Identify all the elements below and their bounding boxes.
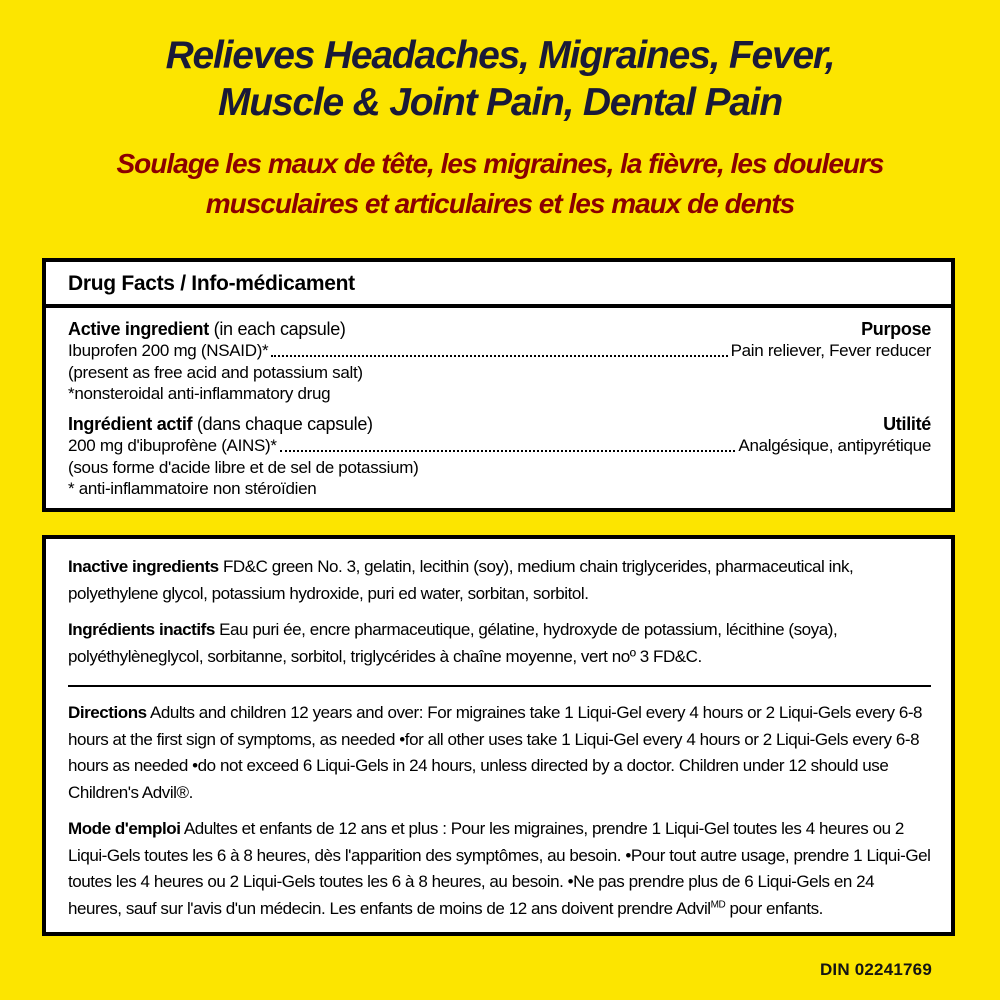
inactive-ingredients-fr bbox=[68, 617, 931, 670]
headline-english-line1: Relieves Headaches, Migraines, Fever, bbox=[165, 34, 835, 77]
ingredient-actif-qualifier: (dans chaque capsule) bbox=[192, 414, 373, 434]
dotted-leader bbox=[271, 355, 727, 357]
mode-demploi-text: Adultes et enfants de 12 ans et plus : Pour les migraines, prendre 1 Liqui-Gel toutes les 4 heures ou 2 Liqui-Gels toutes les 6 à 8 heures, dès l'apparition des symptômes, au besoin. •Pour tout autre usage, prendre 1 Liqui-Gel toutes les 4 heures ou 2 Liqui-Gels toutes les 6 à 8 heures, au besoin. •Ne pas prendre plus de 6 Liqui-Gels en 24 heures, sauf sur l'avis d'un médecin. Les enfants de moins de 12 ans doivent prendre Advil bbox=[68, 819, 931, 918]
french-ingredient-group bbox=[68, 413, 931, 499]
ingredient-name-fr: 200 mg d'ibuprofène (AINS)* bbox=[68, 436, 277, 455]
headline-english-line2: Muscle & Joint Pain, Dental Pain bbox=[217, 81, 783, 124]
mode-demploi-tail: pour enfants. bbox=[725, 898, 823, 918]
directions-fr bbox=[68, 816, 931, 922]
ingredient-note2-fr: * anti-inflammatoire non stéroïdien bbox=[68, 479, 317, 498]
active-ingredient-row bbox=[68, 340, 931, 362]
ingredient-note1-en: (present as free acid and potassium salt) bbox=[68, 363, 363, 382]
ingredient-actif-label: Ingrédient actif bbox=[68, 414, 193, 434]
mode-demploi-label: Mode d'emploi bbox=[68, 819, 181, 838]
purpose-value-fr: Analgésique, antipyrétique bbox=[738, 436, 931, 455]
ingredient-note2-en: *nonsteroidal anti-inflammatory drug bbox=[68, 384, 331, 403]
directions-text: Adults and children 12 years and over: For migraines take 1 Liqui-Gel every 4 hours or 2 Liqui-Gels every 6-8 hours at the first sign of symptoms, as needed •for all other uses take 1 Liqui-Gel every 4 hours or 2 Liqui-Gels every 6-8 hours as needed •do not exceed 6 Liqui-Gels in 24 hours, unless directed by a doctor. Children under 12 should use Children's Advil®. bbox=[68, 703, 923, 802]
active-ingredient-label: Active ingredient bbox=[68, 319, 209, 339]
section-divider bbox=[68, 685, 931, 687]
active-ingredient-heading-row bbox=[68, 318, 931, 340]
directions-label: Directions bbox=[68, 703, 147, 722]
utilite-label: Utilité bbox=[883, 414, 931, 434]
inactive-ingredients-fr-text: Eau puri ée, encre pharmaceutique, gélatine, hydroxyde de potassium, lécithine (soya), polyéthylèneglycol, sorbitanne, sorbitol, triglycérides à chaîne moyenne, vert noº 3 FD&C. bbox=[68, 620, 838, 666]
purpose-value-en: Pain reliever, Fever reducer bbox=[730, 341, 931, 360]
inactive-ingredients-fr-label: Ingrédients inactifs bbox=[68, 620, 215, 639]
drug-facts-title-rule bbox=[46, 304, 951, 308]
headline-french-line2: musculaires et articulaires et les maux de dents bbox=[205, 188, 795, 219]
ingredient-actif-row bbox=[68, 435, 931, 457]
inactive-ingredients-en-label: Inactive ingredients bbox=[68, 557, 219, 576]
info-box bbox=[42, 535, 955, 936]
purpose-label: Purpose bbox=[861, 319, 931, 339]
active-ingredient-qualifier: (in each capsule) bbox=[208, 319, 346, 339]
headline-french bbox=[0, 144, 1000, 224]
ingredient-actif-heading bbox=[68, 413, 373, 435]
headline-english bbox=[0, 32, 1000, 126]
drug-facts-title: Drug Facts / Info-médicament bbox=[68, 272, 355, 295]
ingredient-note1-fr: (sous forme d'acide libre et de sel de potassium) bbox=[68, 458, 419, 477]
dotted-leader bbox=[280, 450, 736, 452]
ingredient-actif-heading-row bbox=[68, 413, 931, 435]
headline-french-line1: Soulage les maux de tête, les migraines, la fièvre, les douleurs bbox=[116, 148, 884, 179]
trademark-superscript: MD bbox=[710, 898, 726, 910]
directions-en bbox=[68, 700, 931, 806]
inactive-ingredients-en bbox=[68, 554, 931, 607]
ingredient-name-en: Ibuprofen 200 mg (NSAID)* bbox=[68, 341, 269, 360]
din-number: DIN 02241769 bbox=[819, 960, 932, 979]
drug-facts-box bbox=[42, 258, 955, 512]
active-ingredient-heading bbox=[68, 318, 346, 340]
inactive-ingredients-en-text: FD&C green No. 3, gelatin, lecithin (soy), medium chain triglycerides, pharmaceutical ink, polyethylene glycol, potassium hydroxide, puri ed water, sorbitan, sorbitol. bbox=[68, 557, 854, 603]
